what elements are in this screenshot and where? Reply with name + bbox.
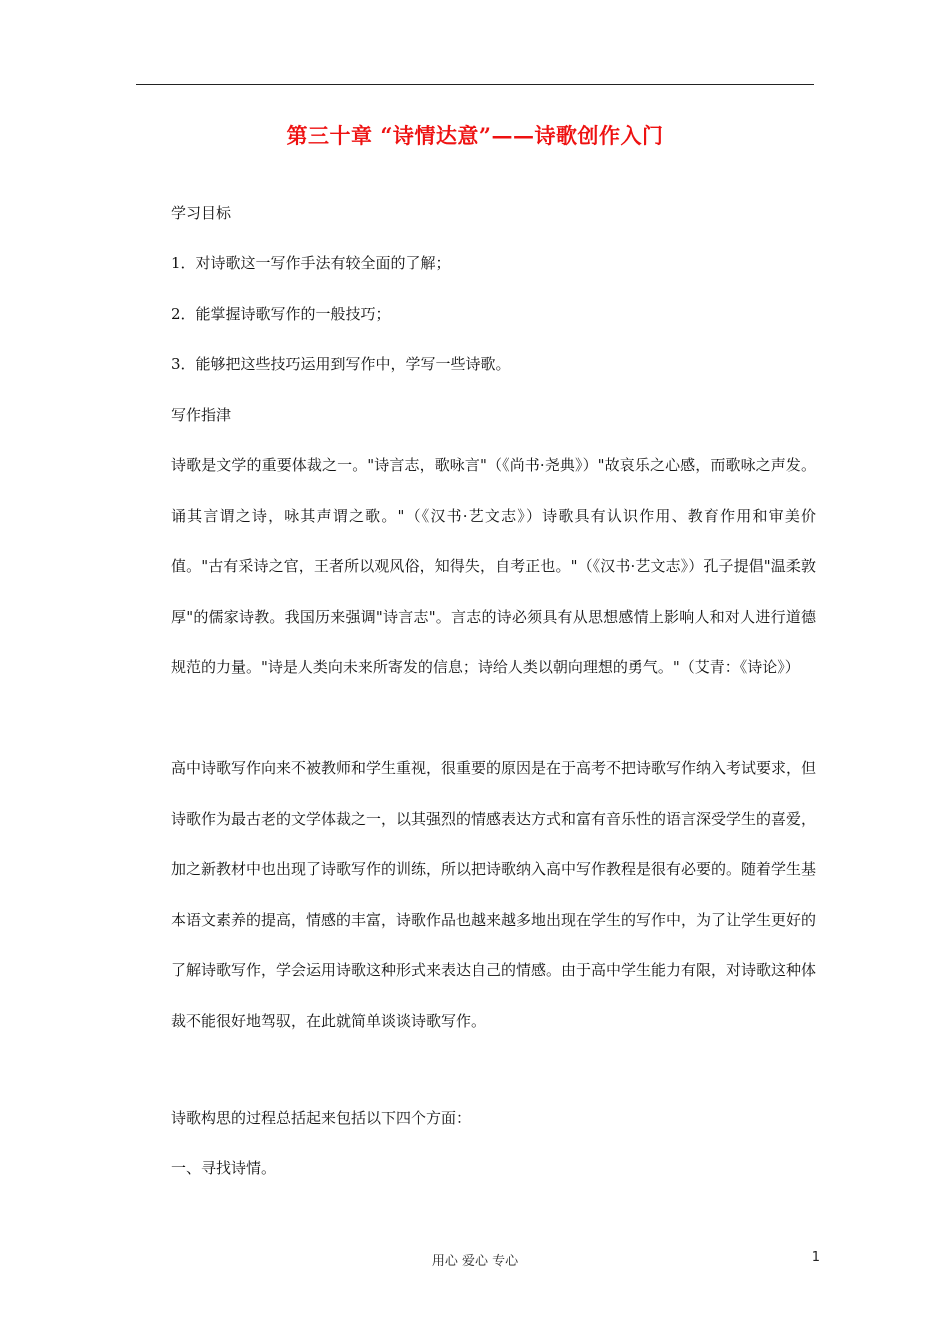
goals-heading: 学习目标 (171, 204, 232, 222)
section-heading-1: 一、寻找诗情。 (171, 1159, 277, 1177)
goal-item-1: 1．对诗歌这一写作手法有较全面的了解； (171, 254, 451, 272)
structure-intro: 诗歌构思的过程总括起来包括以下四个方面： (171, 1109, 472, 1127)
paragraph-high-school: 高中诗歌写作向来不被教师和学生重视，很重要的原因是在于高考不把诗歌写作纳入考试要求，但诗歌作为最古老的文学体裁之一，以其强烈的情感表达方式和富有音乐性的语言深受学生的喜爱，加之新教材中也出现了诗歌写作的训练，所以把诗歌纳入高中写作教程是很有必要的。随着学生基本语文素养的提高，情感的丰富，诗歌作品也越来越多地出现在学生的写作中，为了让学生更好的了解诗歌写作，学会运用诗歌这种形式来表达自己的情感。由于高中学生能力有限，对诗歌这种体裁不能很好地驾驭，在此就简单谈谈诗歌写作。 (171, 759, 817, 1030)
chapter-title: 第三十章 “诗情达意”——诗歌创作入门 (286, 123, 664, 148)
guide-heading: 写作指津 (171, 406, 232, 424)
goal-item-3: 3．能够把这些技巧运用到写作中，学写一些诗歌。 (171, 355, 511, 373)
header-rule (136, 84, 814, 85)
page-number: 1 (811, 1250, 820, 1265)
goal-item-2: 2．能掌握诗歌写作的一般技巧； (171, 305, 391, 323)
footer-motto: 用心 爱心 专心 (431, 1254, 519, 1269)
paragraph-intro: 诗歌是文学的重要体裁之一。"诗言志，歌咏言"（《尚书·尧典》）"故哀乐之心感，而歌咏之声发。诵其言谓之诗，咏其声谓之歌。"（《汉书·艺文志》）诗歌具有认识作用、教育作用和审美价值。"古有采诗之官，王者所以观风俗，知得失，自考正也。"（《汉书·艺文志》）孔子提倡"温柔敦厚"的儒家诗教。我国历来强调"诗言志"。言志的诗必须具有从思想感情上影响人和对人进行道德规范的力量。"诗是人类向未来所寄发的信息；诗给人类以朝向理想的勇气。"（艾青：《诗论》） (171, 456, 816, 676)
